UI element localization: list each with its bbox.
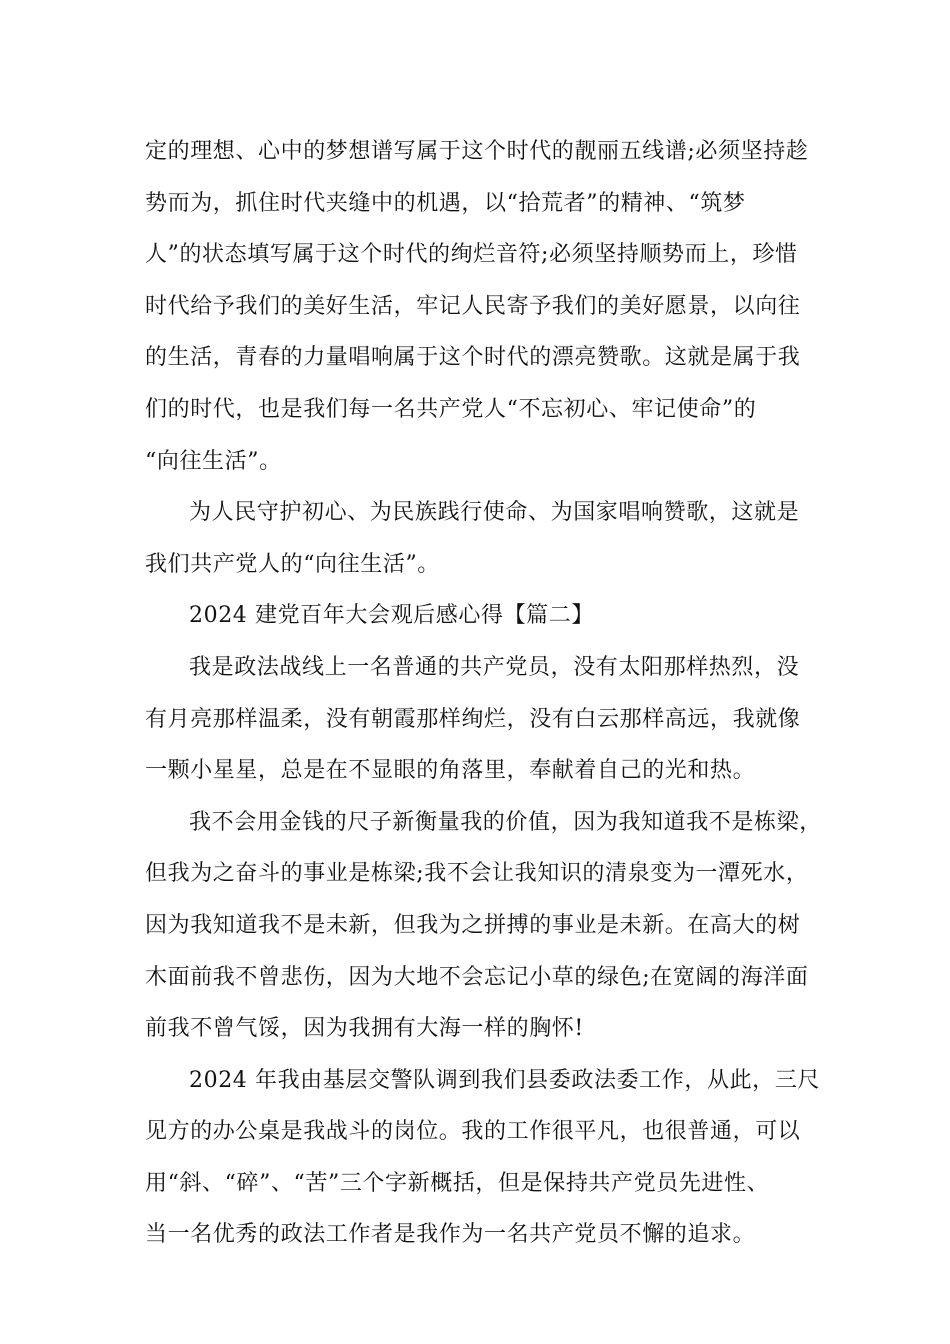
text-line: 有月亮那样温柔，没有朝霞那样绚烂，没有白云那样高远，我就像 — [145, 706, 801, 732]
text-line: 见方的办公桌是我战斗的岗位。我的工作很平凡，也很普通，可以 — [145, 1119, 801, 1145]
document-body — [145, 126, 825, 1261]
text-line: 们的时代，也是我们每一名共产党人“不忘初心、牢记使命”的 — [145, 396, 757, 422]
text-line: 一颗小星星，总是在不显眼的角落里，奉献着自己的光和热。 — [145, 758, 756, 784]
paragraph-start-line: 我是政法战线上一名普通的共产党员，没有太阳那样热烈，没 — [189, 654, 800, 680]
section-heading: 2024 建党百年大会观后感心得【篇二】 — [189, 603, 594, 629]
text-line: 用“斜、“碎”、“苦”三个字新概括，但是保持共产党员先进性、 — [145, 1170, 770, 1196]
text-line: 当一名优秀的政法工作者是我作为一名共产党员不懈的追求。 — [145, 1222, 756, 1248]
text-line: “向往生活”。 — [145, 448, 282, 474]
paragraph-start-line: 我不会用金钱的尺子新衡量我的价值，因为我知道我不是栋梁， — [189, 809, 822, 835]
text-line: 时代给予我们的美好生活，牢记人民寄予我们的美好愿景，以向往 — [145, 293, 801, 319]
text-line: 的生活，青春的力量唱响属于这个时代的漂亮赞歌。这就是属于我 — [145, 345, 801, 371]
paragraph-start-line: 2024 年我由基层交警队调到我们县委政法委工作，从此，三尺 — [189, 1067, 820, 1093]
text-line: 但我为之奋斗的事业是栋梁;我不会让我知识的清泉变为一潭死水， — [145, 861, 809, 887]
text-line: 前我不曾气馁，因为我拥有大海一样的胸怀! — [145, 1016, 584, 1042]
text-line: 因为我知道我不是未新，但我为之拼搏的事业是未新。在高大的树 — [145, 912, 801, 938]
text-line: 我们共产党人的“向往生活”。 — [145, 551, 440, 577]
text-line: 定的理想、心中的梦想谱写属于这个时代的靓丽五线谱;必须坚持趁 — [145, 139, 809, 164]
text-line: 人”的状态填写属于这个时代的绚烂音符;必须坚持顺势而上，珍惜 — [145, 242, 798, 268]
text-line: 势而为，抓住时代夹缝中的机遇，以“拾荒者”的精神、“筑梦 — [145, 190, 746, 216]
text-line: 木面前我不曾悲伤，因为大地不会忘记小草的绿色;在宽阔的海洋面 — [145, 964, 809, 990]
paragraph-start-line: 为人民守护初心、为民族践行使命、为国家唱响赞歌，这就是 — [189, 500, 800, 526]
